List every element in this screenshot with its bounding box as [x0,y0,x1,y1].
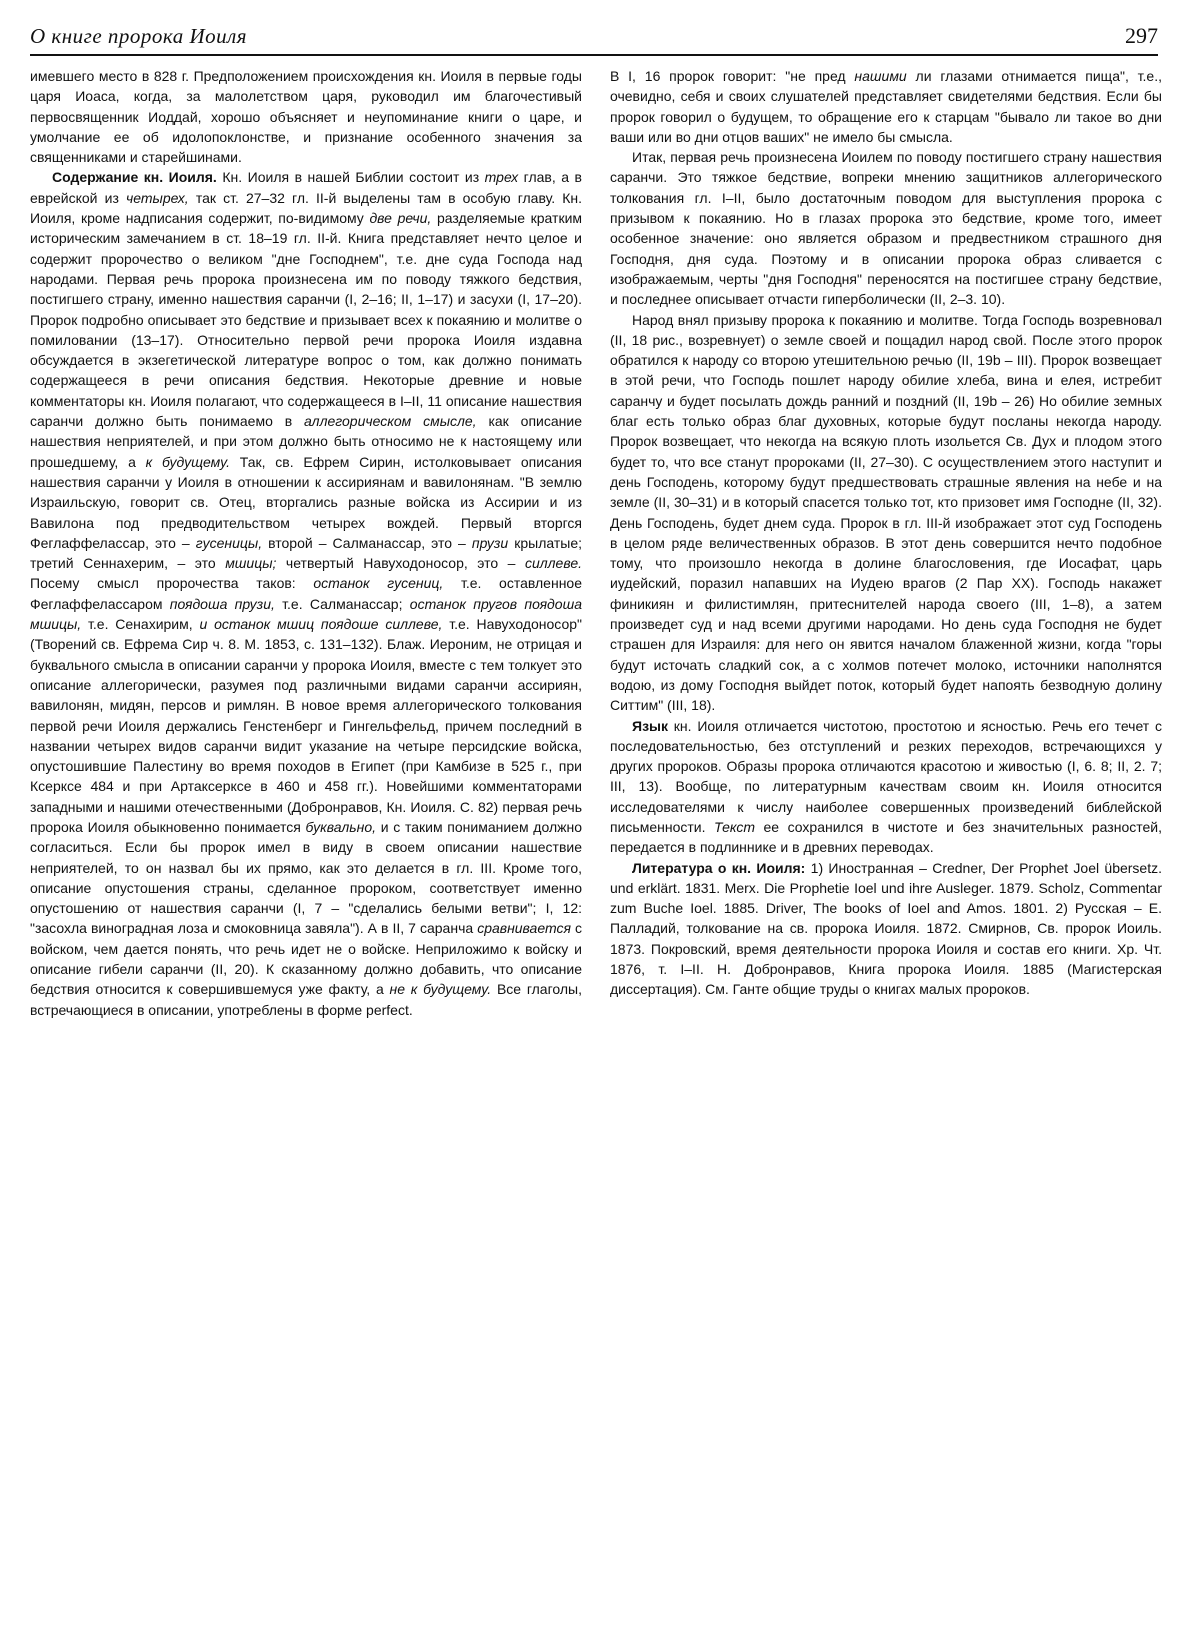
paragraph-second-speech: Народ внял призыву пророка к покаянию и молитве. Тогда Господь возревновал (II, 18 рис., возревнует) о земле своей и пощадил народ свой. После этого пророк обратился к народу со второю утешительною речью (II, 19b – III). Пророк возвещает в этой речи, что Господь пошлет народу обилие хлеба, вина и елея, истребит саранчу и будет посылать дождь ранний и поздний (II, 19b – 26) Но обилие земных благ есть только образ благ духовных, которые будут посланы некогда народу. Пророк возвещает, что некогда на всякую плоть изольется Св. Дух и плодом этого будет то, что все станут пророками (II, 27–30). С осуществлением этого наступит и день Господень, которому будут предшествовать страшные явления на небе и на земле (II, 30–31) и в который спасется только тот, кто призовет имя Господне (II, 32). День Господень, будет днем суда. Пророк в гл. III-й изображает этот суд Господень в целом ряде величественных образов. В этот день совершится нечто подобное тому, что произошло некогда в долине благословения, где Иосафат, царь иудейский, поразил напавших на Иудею врагов (2 Пар XX). Господь накажет финикиян и филистимлян, притеснителей народа своего (III, 1–8), а затем произведет суд и над всеми другими народами. Но день суда Господня не будет страшен для Израиля: для него он явится началом блаженной жизни, когда "горы будут источать сладкий сок, а с холмов потечет молоко, источники наполнятся водою, из дому Господня выйдет поток, который будет напоять безводную долину Ситтим" (III, 18). [610,311,1162,714]
text-run: т.е. Навуходоносор" (Творений св. Ефрема Сир ч. 8. М. 1853, с. 131–132). Блаж. Иероним, не отрицая и буквального смысла в описании саранчи у пророка Иоиля, вместе с тем толкует это описание аллегорически, разумея под различными видами саранчи ассириян, вавилонян, мидян, персов и римлян. В новое время аллегорического толкования первой речи Иоиля держались Генстенберг и Гингельфельд, причем последний в названии четырех видов саранчи видит указание на четыре персидские войска, опустошившие Палестину во время походов в Египет (при Камбизе в 525 г., при Ксерксе 484 и при Артаксерксе в 460 и 458 гг.). Новейшими комментаторами западными и нашими отечественными (Добронравов, Кн. Иоиля. С. 82) первая речь пророка Иоиля обыкновенно понимается [30,616,582,835]
italic-run: две речи, [369,210,432,227]
italic-run: гусеницы, [195,534,263,551]
running-title: О книге пророка Иоиля [30,24,248,48]
italic-run: прузи [471,534,509,551]
text-run: т.е. оставленное Феглаффелассаром [30,575,582,612]
text-run: глав, а в еврейской из [30,169,582,206]
text-run: разделяемые кратким историческим замечанием в ст. 18–19 гл. II-й. Книга представляет нечто целое и содержит пророчество о великом "дне Господнем", т.е. дне суда Господа над народами. Первая речь пророка произнесена им по поводу тяжкого бедствия, постигшего страну, именно нашествия саранчи (I, 2–16; II, 1–17) и засухи (I, 17–20). Пророк подробно описывает это бедствие и призывает всех к покаянию и молитве о помиловании (13–17). Относительно первой речи пророка Иоиля издавна обсуждается в экзегетической литературе вопрос о том, как должно понимать содержащееся в речи описания бедствия. Некоторые древние и новые комментаторы кн. Иоиля полагают, что содержащееся в I–II, 11 описание нашествия саранчи должно быть понимаемо в [30,210,583,430]
italic-run: трех [484,169,519,186]
text-run: В I, 16 пророк говорит: "не пред [610,68,855,84]
text-run: как описание нашествия неприятелей, и при этом должно быть относимо не к настоящему или прошедшему, а [30,413,582,470]
page-number: 297 [1125,23,1158,48]
section-heading-language: Язык [632,717,668,734]
italic-run: силлеве. [524,555,582,572]
italic-run: мшицы; [225,555,277,572]
running-header [30,20,1158,56]
paragraph-intro-continuation: имевшего место в 828 г. Предположением происхождения кн. Иоиля в первые годы царя Иоаса, когда, за малолетством царя, руководил им благочестивый первосвященник Иоддай, хорошо объясняет и неупоминание книги о царе, и умолчание ее об идолопоклонстве, и признание особенного значения за священниками и старейшинами. [30,68,582,166]
text-run: с войском, чем дается понять, что речь идет не о войске. Неприложимо к войску и описание гибели саранчи (II, 20). К сказанному должно добавить, что описание бедствия относится к совершившемуся уже факту, а [30,920,583,998]
italic-run: поядоша прузи, [169,595,275,612]
italic-run: буквально, [305,818,376,835]
italic-run: и останок мшиц поядоше силлеве, [199,616,443,633]
italic-run: нашими [854,68,907,84]
italic-run: Текст [714,818,755,835]
section-heading-contents: Содержание кн. Иоиля. [52,169,217,186]
italic-run: к будущему. [145,453,231,470]
italic-run: аллегорическом смысле, [304,413,477,430]
paragraph-literature [610,858,1162,1000]
italic-run: четырех, [126,189,189,206]
text-run: т.е. Салманассар; [274,595,410,612]
text-run: Так, св. Ефрем Сирин, истолковывает описания нашествия саранчи у Иоиля в отношении к ассириянам и вавилонянам. "В землю Израильскую, говорит св. Отец, вторгались разные войска из Ассирии и из Вавилона под предводительством четырех вождей. Первый вторгся Феглаффелассар, это – [30,453,582,551]
italic-run: сравнивается [477,920,571,937]
text-run: и с таким пониманием должно согласиться. Если бы пророк имел в виду в своем описании нашествие неприятелей, то он назвал бы их прямо, как это делается в гл. III. Кроме того, описание опустошения страны, сделанное пророком, соответствует именно опустошению от нашествия саранчи (I, 7 – "сделались белыми ветви"; I, 12: "засохла виноградная лоза и смоковница завяла"). А в II, 7 саранча [30,818,583,937]
text-run: четвертый Навуходоносор, это – [276,555,525,572]
text-run: крылатые; третий Сеннахерим, – это [30,534,582,572]
text-run: ее сохранился в чистоте и без значительных разностей, передается в подлиннике и в древних переводах. [610,818,1162,856]
text-run: так ст. 27–32 гл. II-й выделены там в особую главу. Кн. Иоиля, кроме надписания содержит, по-видимому [30,189,582,227]
italic-run: не к будущему. [389,981,492,998]
text-run: 1) Иностранная – Credner, Der Prophet Joel übersetz. und erklärt. 1831. Merx. Die Prophetie Ioel und ihre Ausleger. 1879. Scholz, Commentar zum Buche Ioel. 1885. Driver, The books of Ioel and Amos. 1801. 2) Русская – Е. Палладий, толкование на св. пророка Иоиля. 1872. Смирнов, Св. пророк Иоиль. 1873. Покровский, время деятельности пророка Иоиля и состав его книги. Хр. Чт. 1876, т. I–II. Н. Добронравов, Книга пророка Иоиля. 1885 (Магистерская диссертация). См. Ганте общие труды о книгах малых пророков. [610,859,1162,998]
section-heading-literature: Литература о кн. Иоиля: [632,859,806,876]
paragraph-verse-argument [610,66,1162,147]
right-column [610,66,1162,1000]
text-run: ли глазами отнимается пища", т.е., очевидно, себя и своих слушателей представляет свидетелями бедствия. Если бы пророк говорил о будущем, то обращение его к старцам "бывало ли такое во дни ваши или во дни отцов ваших" не имело бы смысла. [610,68,1162,145]
italic-run: останок пругов поядоша мшицы, [30,595,582,633]
paragraph-contents [30,167,582,1019]
text-run: Посему смысл пророчества таков: [30,575,314,592]
text-run: т.е. Сенахирим, [81,616,200,633]
paragraph-language [610,716,1162,858]
text-run: кн. Иоиля отличается чистотою, простотою и ясностью. Речь его течет с последовательностью, без отступлений и резких переходов, встречающихся у других пророков. Образы пророка отличаются красотою и живостью (I, 6. 8; II, 2. 7; III, 13). Вообще, по литературным качествам своим кн. Иоиля относится исследователями к числу наиболее совершенных произведений библейской письменности. [610,717,1162,835]
paragraph-first-speech: Итак, первая речь произнесена Иоилем по поводу постигшего страну нашествия саранчи. Это тяжкое бедствие, вопреки мнению защитников аллегорического толкования гл. I–II, было достаточным поводом для выступления пророка с призывом к покаянию. Но в глазах пророка это бедствие, кроме того, имеет особенное значение: оно является образом и предвестником страшного дня Господня, дня суда. Поэтому и в описании пророка образ сливается с изображаемым, черты "дня Господня" переносятся на постигшее страну бедствие, и последнее описывает отчасти гиперболически (II, 2–3. 10). [610,149,1162,308]
left-column [30,66,582,1020]
text-run: второй – Салманассар, это – [262,534,472,551]
text-run: Кн. Иоиля в нашей Библии состоит из [216,169,485,186]
italic-run: останок гусениц, [313,575,444,592]
text-run: Все глаголы, встречающиеся в описании, употреблены в форме perfect. [30,981,582,1018]
